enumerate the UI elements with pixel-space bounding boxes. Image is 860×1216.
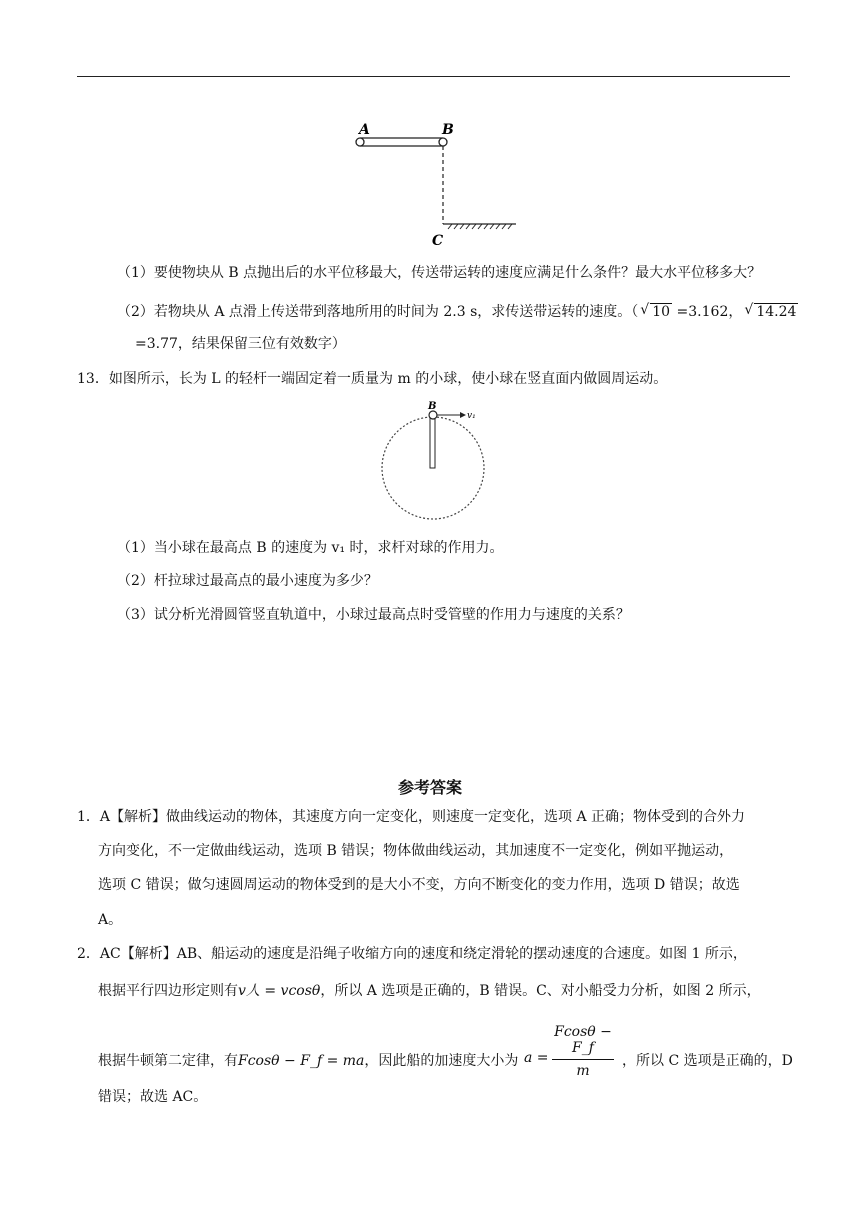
pulley-b	[439, 138, 447, 146]
acceleration-fraction	[552, 1024, 614, 1079]
q13-part1: （1）当小球在最高点 B 的速度为 v₁ 时，求杆对球的作用力。	[117, 540, 504, 556]
circle-figure	[376, 398, 490, 524]
figure-label-b: B	[442, 122, 454, 138]
header-rule	[77, 76, 790, 77]
q13-text: 如图所示，长为 L 的轻杆一端固定着一质量为 m 的小球，使小球在竖直面内做圆周运动。	[108, 371, 668, 387]
ground-hatch	[448, 224, 512, 229]
answer1-line3: 选项 C 错误；做匀速圆周运动的物体受到的是大小不变，方向不断变化的变力作用，选项 D 错误；故选	[98, 877, 740, 893]
newton-equation: Fcosθ − F_f = ma	[238, 1053, 365, 1069]
answer1-line1: 1．A【解析】做曲线运动的物体，其速度方向一定变化，则速度一定变化，选项 A 正确；物体受到的合外力	[77, 809, 746, 825]
fraction-denominator: m	[576, 1063, 590, 1079]
figure-label-v1: v₁	[467, 411, 476, 421]
velocity-arrowhead	[460, 412, 466, 418]
answer2-line4: 错误；故选 AC。	[98, 1089, 208, 1105]
q12-part2: （2）若物块从 A 点滑上传送带到落地所用的时间为 2.3 s，求传送带运转的速度。（ √ 10 =3.162， √ 14.24	[117, 302, 797, 320]
answer2-line3-tail: ，所以 C 选项是正确的，D	[622, 1053, 793, 1069]
q12-part2-text: （2）若物块从 A 点滑上传送带到落地所用的时间为 2.3 s，求传送带运转的速度。（	[117, 304, 639, 320]
answers-title: 参考答案	[397, 778, 462, 797]
q13-stem	[77, 369, 667, 389]
answer2-line2: 根据平行四边形定则有v人 = vcosθ，所以 A 选项是正确的，B 错误。C、对小船受力分析，如图 2 所示，	[98, 983, 761, 999]
q12-part2-cont: =3.77，结果保留三位有效数字）	[135, 336, 346, 352]
figure-label-b2: B	[428, 401, 437, 412]
answer2-line1: 2．AC【解析】AB、船运动的速度是沿绳子收缩方向的速度和绕定滑轮的摆动速度的合速度。如图 1 所示，	[77, 946, 747, 962]
sqrt-10: √ 10	[640, 302, 671, 320]
fraction-lhs: a =	[524, 1050, 549, 1066]
answer1-line4: A。	[98, 912, 123, 928]
ball	[429, 411, 437, 419]
answer1-line2: 方向变化，不一定做曲线运动，选项 B 错误；物体做曲线运动，其加速度不一定变化，例如平抛运动，	[98, 843, 734, 859]
pulley-a	[356, 138, 364, 146]
figure-label-a: A	[359, 122, 370, 138]
light-rod	[430, 417, 435, 468]
conveyor-figure	[340, 118, 530, 248]
q13-part3: （3）试分析光滑圆管竖直轨道中，小球过最高点时受管壁的作用力与速度的关系？	[117, 607, 630, 623]
q13-number: 13．	[77, 371, 109, 387]
answer2-line3: 根据牛顿第二定律，有Fcosθ − F_f = ma，因此船的加速度大小为	[98, 1053, 519, 1069]
figure-label-c: C	[432, 233, 444, 248]
velocity-equation: v人 = vcosθ	[238, 983, 321, 999]
q12-part1: （1）要使物块从 B 点抛出后的水平位移最大，传送带运转的速度应满足什么条件？最大水平位移多大？	[117, 265, 762, 281]
sqrt-14-24: √ 14.24	[744, 302, 797, 320]
fraction-numerator: Fcosθ − F_f	[554, 1024, 612, 1056]
q13-part2: （2）杆拉球过最高点的最小速度为多少？	[117, 573, 378, 589]
